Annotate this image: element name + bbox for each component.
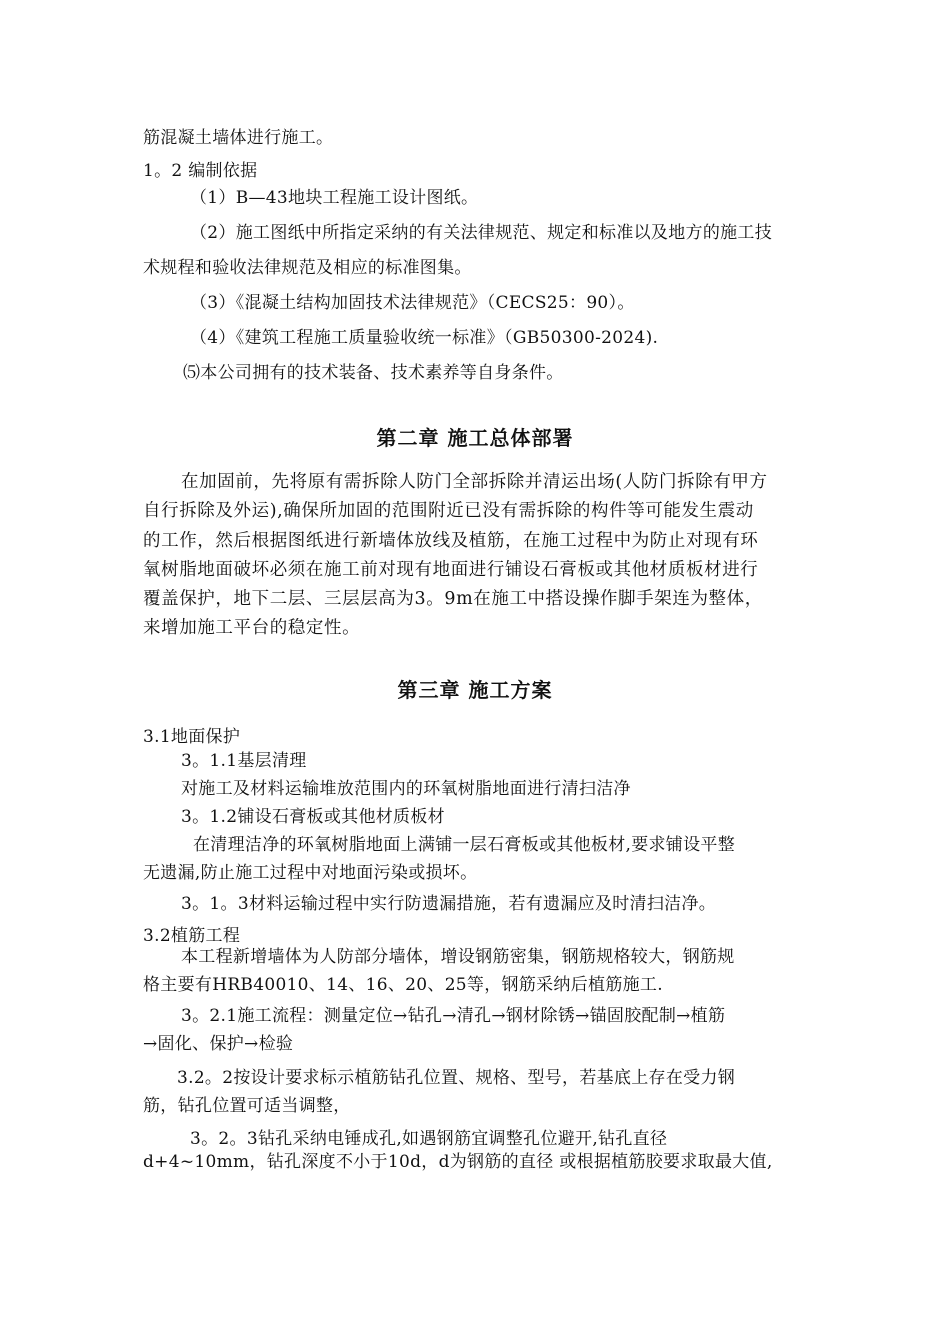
chapter-3-title: 第三章 施工方案: [397, 678, 553, 702]
chapter-2-title: 第二章 施工总体部署: [376, 426, 574, 450]
chapter-2-line: 在加固前，先将原有需拆除人防门全部拆除并清运出场(人防门拆除有甲方: [181, 472, 768, 492]
section-3-2-3-text: 3。2。3钻孔采纳电锤成孔,如遇钢筋宜调整孔位避开,钻孔直径: [190, 1129, 668, 1149]
basis-item-5: ⑸本公司拥有的技术装备、技术素养等自身条件。: [183, 363, 564, 383]
section-3-1-1-heading: 3。1.1基层清理: [181, 751, 307, 771]
basis-item-1: （1）B—43地块工程施工设计图纸。: [190, 188, 479, 208]
section-3-2-1-text-cont: →固化、保护→检验: [143, 1034, 294, 1054]
section-3-2-text-cont: 格主要有HRB40010、14、16、20、25等，钢筋采纳后植筋施工.: [143, 975, 663, 995]
section-3-2-3-text-cont: d+4~10mm，钻孔深度不小于10d，d为钢筋的直径 或根据植筋胶要求取最大值,: [143, 1152, 773, 1172]
chapter-2-line: 自行拆除及外运),确保所加固的范围附近已没有需拆除的构件等可能发生震动: [143, 501, 754, 521]
section-3-1-2-text-cont: 无遗漏,防止施工过程中对地面污染或损坏。: [143, 863, 478, 883]
basis-heading: 1。2 编制依据: [143, 161, 258, 181]
basis-item-3: （3）《混凝土结构加固技术法律规范》（CECS25：90）。: [190, 293, 635, 313]
section-3-2-heading: 3.2植筋工程: [143, 926, 241, 946]
section-3-1-2-heading: 3。1.2铺设石膏板或其他材质板材: [181, 807, 445, 827]
basis-item-2: （2）施工图纸中所指定采纳的有关法律规范、规定和标准以及地方的施工技: [190, 223, 773, 243]
chapter-2-line: 覆盖保护，地下二层、三层层高为3。9m在施工中搭设操作脚手架连为整体，: [143, 589, 763, 609]
section-3-1-heading: 3.1地面保护: [143, 727, 241, 747]
section-3-1-3-text: 3。1。3材料运输过程中实行防遗漏措施，若有遗漏应及时清扫洁净。: [181, 894, 717, 914]
basis-item-4: （4）《建筑工程施工质量验收统一标准》（GB50300-2024).: [190, 328, 659, 348]
section-3-2-1-text: 3。2.1施工流程：测量定位→钻孔→清孔→钢材除锈→锚固胶配制→植筋: [181, 1006, 726, 1026]
chapter-2-line: 氧树脂地面破坏必须在施工前对现有地面进行铺设石膏板或其他材质板材进行: [143, 560, 759, 580]
section-3-1-2-text: 在清理洁净的环氧树脂地面上满铺一层石膏板或其他板材,要求铺设平整: [193, 835, 736, 855]
section-3-2-text: 本工程新增墙体为人防部分墙体，增设钢筋密集，钢筋规格较大，钢筋规: [181, 947, 735, 967]
section-3-1-1-text: 对施工及材料运输堆放范围内的环氧树脂地面进行清扫洁净: [181, 779, 631, 799]
section-3-2-2-text-cont: 筋，钻孔位置可适当调整，: [143, 1096, 351, 1116]
section-3-2-2-text: 3.2。2按设计要求标示植筋钻孔位置、规格、型号，若基底上存在受力钢: [177, 1068, 736, 1088]
chapter-2-line: 的工作，然后根据图纸进行新墙体放线及植筋，在施工过程中为防止对现有环: [143, 531, 759, 551]
chapter-2-line: 来增加施工平台的稳定性。: [143, 618, 361, 638]
intro-line: 筋混凝土墙体进行施工。: [143, 128, 334, 148]
basis-item-2-cont: 术规程和验收法律规范及相应的标准图集。: [143, 258, 472, 278]
